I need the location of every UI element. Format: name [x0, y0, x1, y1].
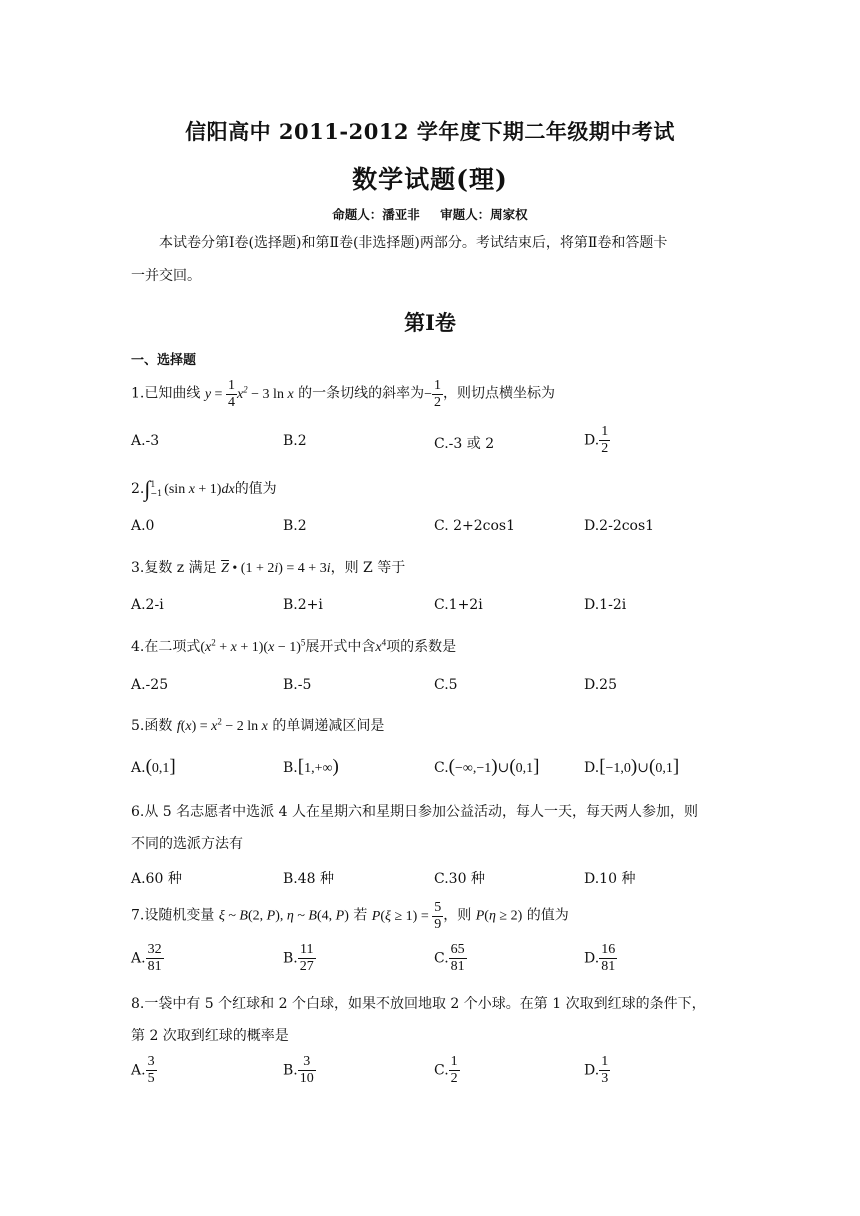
q7-prefix: 7.设随机变量	[131, 907, 215, 924]
q8-option-c-value: $\frac{1}{2}$	[450, 1054, 458, 1086]
q1-option-a[interactable]: A.-3	[131, 433, 160, 449]
q7-condition: P(ξ ≥ 1) = $\frac{5}{9}$	[371, 900, 442, 932]
q5-option-d[interactable]	[584, 756, 679, 778]
q5-option-d-label: D.	[584, 760, 600, 776]
q8-option-b-label: B.	[283, 1062, 298, 1079]
q3-suffix: ，则 Z 等于	[330, 560, 406, 576]
q8-option-d-value: $\frac{1}{3}$	[601, 1054, 609, 1086]
q6-line1: 6.从 5 名志愿者中选派 4 人在星期六和星期日参加公益活动，每人一天，每天两人参加，则	[131, 804, 698, 820]
question-7	[131, 900, 569, 933]
q7-formula: ξ ~ B(2, P), η ~ B(4, P)	[218, 908, 349, 924]
authors-line	[0, 205, 860, 223]
q8-option-a-value: $\frac{3}{5}$	[147, 1054, 155, 1086]
q5-option-c-label: C.	[434, 760, 449, 776]
q7-option-c[interactable]	[434, 942, 467, 975]
question-5	[131, 715, 384, 735]
setter: 命题人：潘亚非	[332, 207, 420, 222]
question-2	[131, 476, 277, 502]
q8-option-a-label: A.	[131, 1062, 146, 1079]
question-3	[131, 557, 405, 577]
q5-option-d-value: [−1,0)∪(0,1]	[599, 756, 680, 777]
q4-option-a[interactable]: A.-25	[131, 677, 169, 693]
q7-option-b[interactable]	[283, 942, 316, 975]
q1-option-d[interactable]	[584, 424, 610, 457]
q2-limits: 1 −1	[150, 480, 163, 498]
q2-prefix: 2.	[131, 481, 145, 497]
q8-option-b[interactable]	[283, 1054, 316, 1087]
q1-slope: − $\frac{1}{2}$	[424, 378, 442, 410]
q8-option-c-label: C.	[434, 1062, 449, 1079]
q8-option-d[interactable]	[584, 1054, 610, 1087]
question-1	[131, 378, 555, 411]
q3-option-a[interactable]: A.2-i	[131, 597, 164, 613]
q1-option-b[interactable]: B.2	[283, 433, 307, 449]
q7-mid: 若	[353, 907, 368, 924]
q6-option-a[interactable]: A.60 种	[131, 871, 182, 887]
q8-option-d-label: D.	[584, 1062, 600, 1079]
q5-option-c[interactable]	[434, 756, 540, 778]
exam-subtitle: 数学试题(理)	[352, 165, 508, 194]
q7-suffix: ，则	[443, 907, 472, 924]
q7-option-a-label: A.	[131, 950, 146, 967]
q1-suffix: ，则切点横坐标为	[443, 385, 556, 402]
q1-mid: 的一条切线的斜率为	[298, 385, 425, 402]
q3-prefix: 3.复数 z 满足	[131, 560, 217, 576]
q8-option-b-value: $\frac{3}{10}$	[299, 1054, 314, 1086]
q5-option-a[interactable]	[131, 756, 176, 778]
q7-option-d-label: D.	[584, 950, 600, 967]
q2-formula: (sin x + 1)dx	[164, 482, 235, 497]
q7-option-b-label: B.	[283, 950, 298, 967]
q7-option-a-value: $\frac{32}{81}$	[147, 942, 162, 974]
q7-option-d[interactable]	[584, 942, 617, 975]
volume-heading: 第Ⅰ卷	[404, 310, 456, 335]
q5-option-a-label: A.	[131, 760, 146, 776]
q8-line1: 8.一袋中有 5 个红球和 2 个白球，如果不放回地取 2 个小球。在第 1 次取到红球的条件下，	[131, 996, 706, 1012]
q1-prefix: 1.已知曲线	[131, 385, 201, 402]
q4-suffix: 项的系数是	[386, 639, 457, 655]
q5-option-c-value: (−∞,−1)∪(0,1]	[448, 756, 540, 777]
reviewer: 审题人：周家权	[440, 207, 528, 222]
q2-option-d[interactable]: D.2-2cos1	[584, 518, 655, 534]
q7-option-d-value: $\frac{16}{81}$	[601, 942, 616, 974]
q4-term: $x^4$	[375, 637, 387, 655]
q2-option-a[interactable]: A.0	[131, 518, 155, 534]
intro-line1: 本试卷分第Ⅰ卷(选择题)和第Ⅱ卷(非选择题)两部分。考试结束后，将第Ⅱ卷和答题卡	[159, 235, 668, 251]
q5-option-b-value: [1,+∞)	[297, 756, 339, 777]
q5-formula: $f(x) = x^2 - 2$ ln x	[176, 716, 268, 734]
q3-option-b[interactable]: B.2+i	[283, 597, 323, 613]
intro-line2: 一并交回。	[131, 268, 201, 284]
q4-option-d[interactable]: D.25	[584, 677, 617, 693]
q5-option-a-value: (0,1]	[145, 756, 176, 777]
q6-line2: 不同的选派方法有	[131, 836, 243, 852]
q7-option-c-label: C.	[434, 950, 449, 967]
q1-option-d-label: D.	[584, 432, 600, 449]
intro-paragraph	[131, 227, 731, 293]
exam-title: 信阳高中 2011-2012 学年度下期二年级期中考试	[185, 119, 675, 144]
q6-option-b[interactable]: B.48 种	[283, 871, 335, 887]
q1-option-d-value: $\frac{1}{2}$	[601, 424, 609, 456]
q2-option-c[interactable]: C. 2+2cos1	[434, 518, 516, 534]
q1-option-c[interactable]: C.-3 或 2	[434, 436, 495, 452]
q6-option-c[interactable]: C.30 种	[434, 871, 485, 887]
q7-option-c-value: $\frac{65}{81}$	[450, 942, 465, 974]
q1-formula: y = $\frac{1}{4}$ $x^2 - 3$ ln x	[204, 378, 294, 410]
section-heading: 一、选择题	[131, 353, 197, 368]
q7-option-a[interactable]	[131, 942, 164, 975]
q5-option-b-label: B.	[283, 760, 298, 776]
q7-target: P(η ≥ 2)	[475, 908, 523, 924]
q2-option-b[interactable]: B.2	[283, 518, 307, 534]
q4-option-c[interactable]: C.5	[434, 677, 458, 693]
question-4	[131, 636, 456, 656]
q3-formula: $\overline{Z}$ • (1 + 2i) = 4 + 3i	[221, 561, 331, 576]
q8-option-a[interactable]	[131, 1054, 157, 1087]
integral-sign: ∫	[144, 476, 151, 501]
q8-line2: 第 2 次取到红球的概率是	[131, 1028, 289, 1044]
q8-option-c[interactable]	[434, 1054, 460, 1087]
q2-suffix: 的值为	[234, 481, 277, 497]
q4-prefix: 4.在二项式	[131, 639, 201, 655]
q6-option-d[interactable]: D.10 种	[584, 871, 636, 887]
q5-prefix: 5.函数	[131, 718, 173, 734]
q5-suffix: 的单调递减区间是	[272, 718, 385, 734]
q4-option-b[interactable]: B.-5	[283, 677, 312, 693]
q3-option-d[interactable]: D.1-2i	[584, 597, 627, 613]
q3-option-c[interactable]: C.1+2i	[434, 597, 483, 613]
q4-formula: $(x^2 + x + 1)(x - 1)^5$	[200, 637, 306, 655]
q4-mid: 展开式中含	[305, 639, 376, 655]
q7-option-b-value: $\frac{11}{27}$	[299, 942, 314, 974]
q5-option-b[interactable]	[283, 756, 339, 778]
q7-suffix2: 的值为	[526, 907, 569, 924]
